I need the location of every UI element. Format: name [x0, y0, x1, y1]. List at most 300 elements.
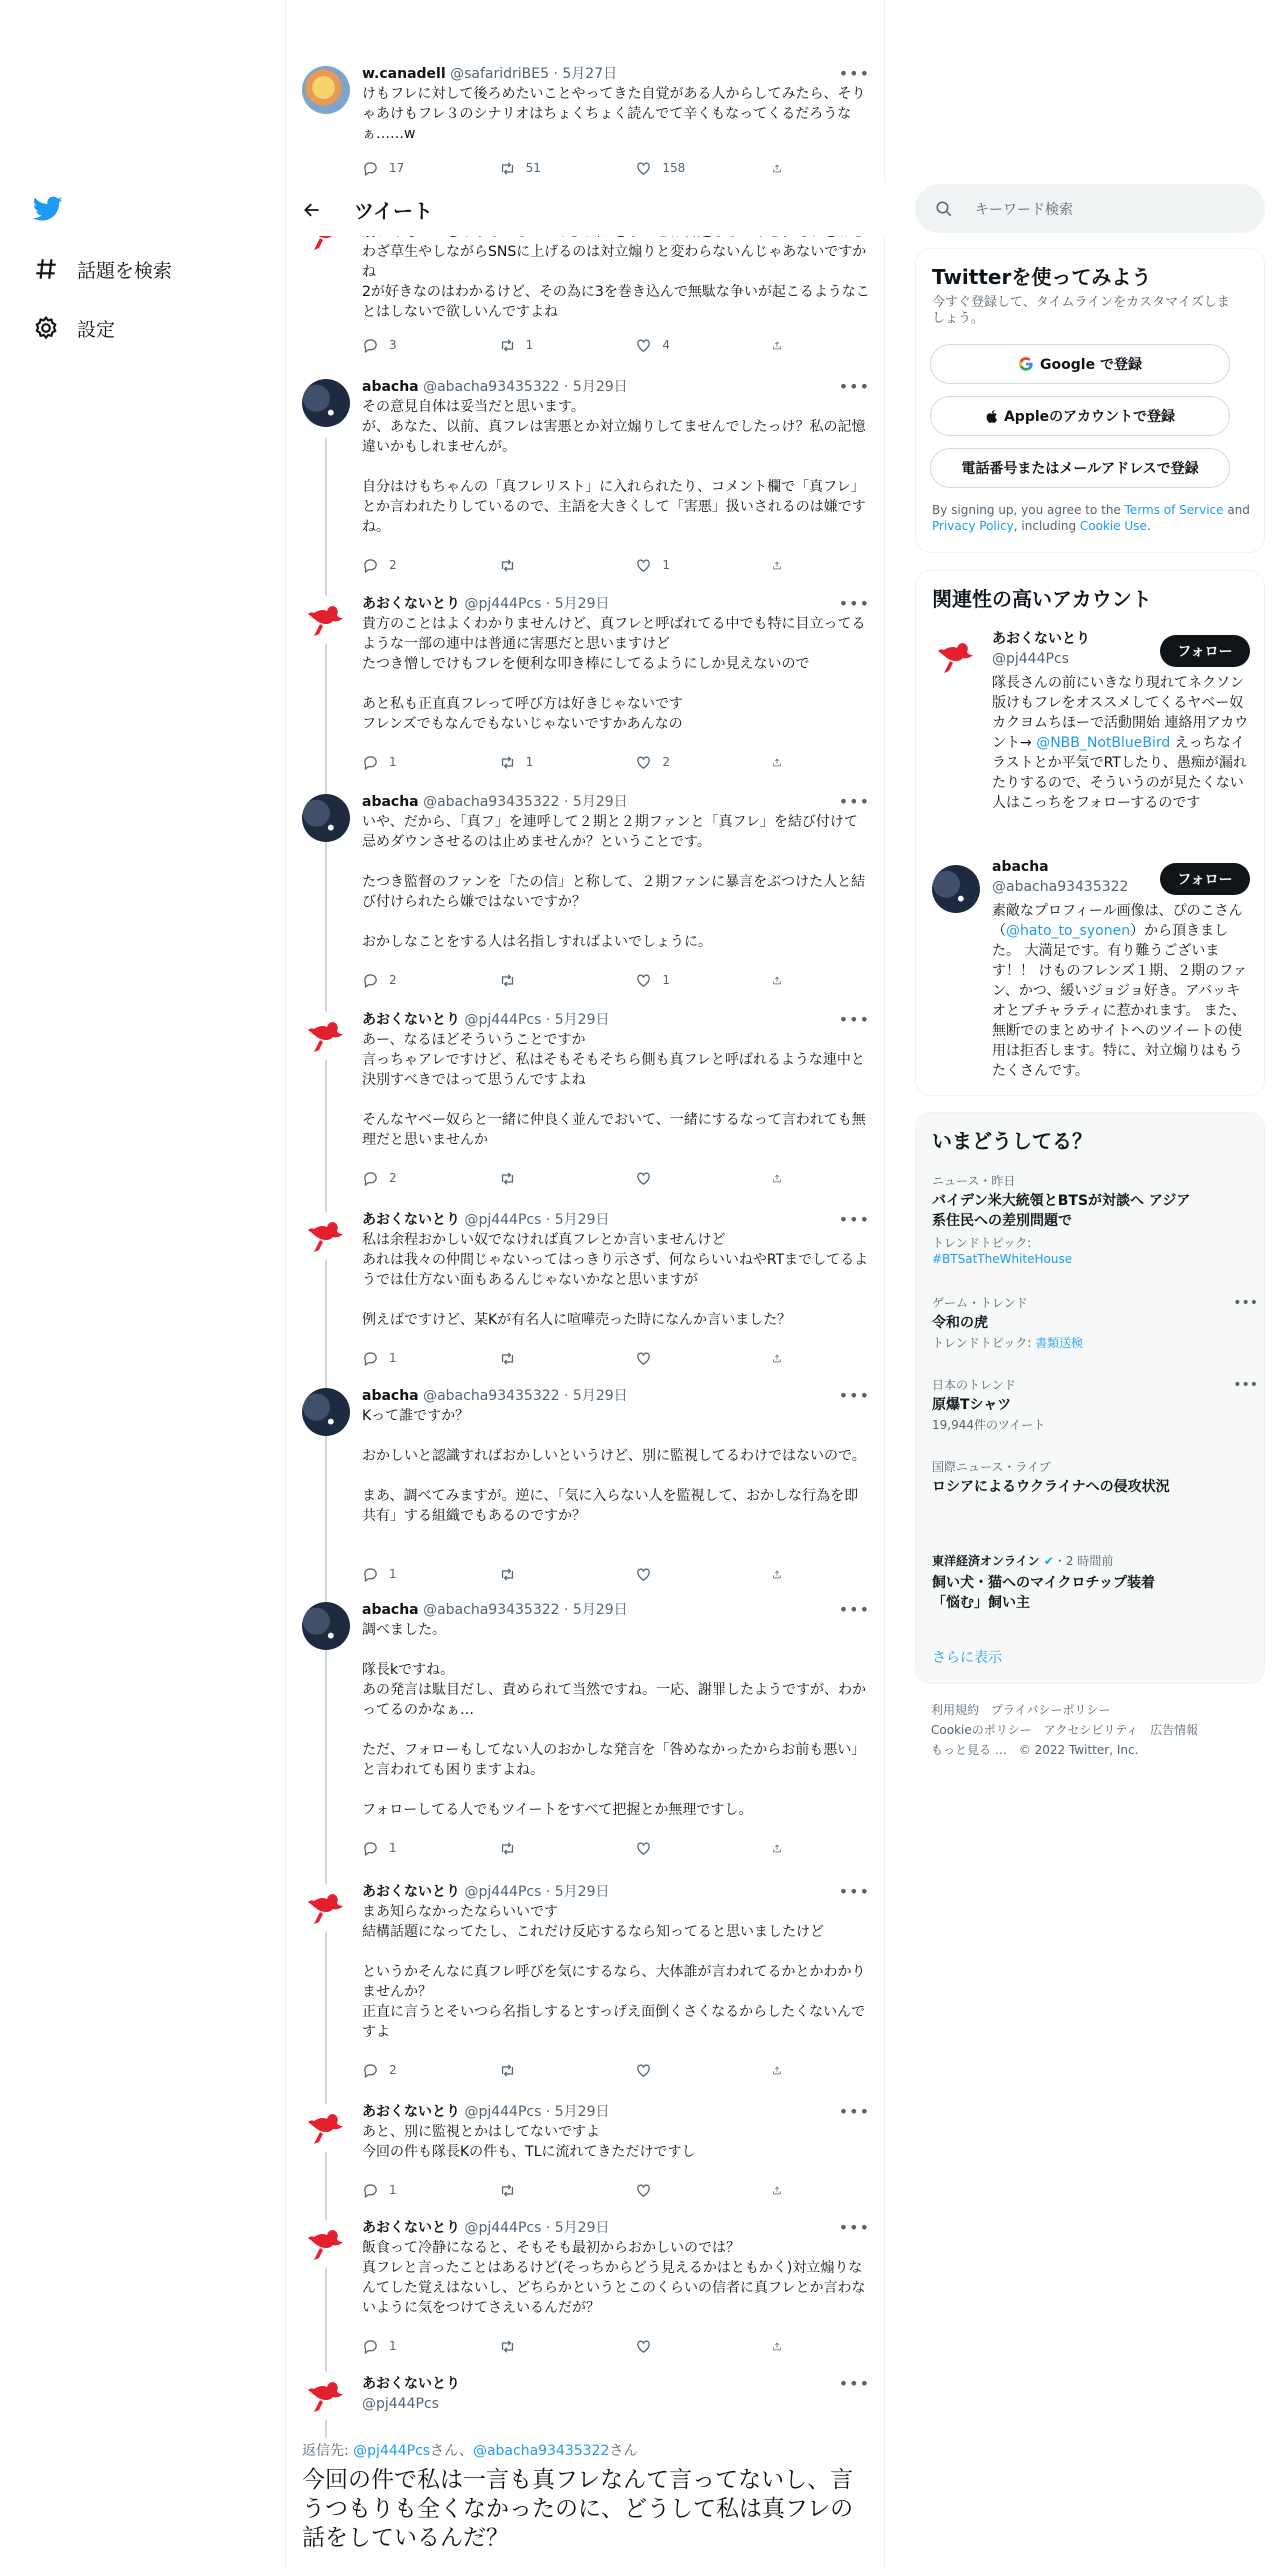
like-button[interactable]: [635, 1168, 735, 1188]
tweet-author-handle[interactable]: @abacha93435322: [423, 1602, 560, 1618]
more-icon[interactable]: •••: [838, 1882, 870, 1901]
share-button[interactable]: [772, 752, 792, 772]
avatar[interactable]: [302, 1602, 350, 1650]
related-account[interactable]: [916, 857, 1266, 1087]
retweet-button[interactable]: [499, 1348, 599, 1368]
bio-text: ）から頂きました。 大満足です。有り難うございます！！ けものフレンズ１期、２期のファン、かつ、緩いジョジョ好き。アバッキオとブチャラティに惹かれます。 また、無断でのまとめサイトへのツイートの使用は拒否します。特に、対立煽りはもうたくさんです。: [992, 923, 1247, 1079]
tweet-author-handle[interactable]: @abacha93435322: [423, 1388, 560, 1404]
tweet-actions: [362, 2180, 792, 2200]
retweet-button[interactable]: [499, 1168, 599, 1188]
tweet-author-handle[interactable]: @pj444Pcs: [464, 1012, 542, 1028]
retweet-icon: [499, 557, 516, 574]
tweet-author-name[interactable]: あおくないとり: [362, 1212, 460, 1228]
tweet-actions: [362, 1838, 792, 1858]
retweet-icon: [499, 972, 516, 989]
reply-count: 2: [389, 2063, 397, 2077]
tweet-author-name[interactable]: あおくないとり: [362, 1884, 460, 1900]
reply-count: 1: [389, 1351, 397, 1365]
tweet-text: その意見自体は妥当だと思います。 が、あなた、以前、真フレは害悪とか対立煽りしてませんでしたっけ？私の記憶違いかもしれませんが。 自分はけもちゃんの「真フレリスト」に入れられたり、コメント欄で「真フレ」とか言われたりしているので、主語を大きくして「害悪」扱いされるのは嫌ですね。: [362, 399, 866, 535]
reply-icon: [362, 754, 379, 771]
tweet-author-handle[interactable]: @abacha93435322: [423, 794, 560, 810]
bio-text: 素敵なプロフィール画像は、ぴのこさん（: [992, 903, 1243, 939]
reply-icon: [362, 2062, 379, 2079]
apple-signup-label: Appleのアカウントで登録: [1003, 409, 1176, 425]
share-icon: [772, 1170, 782, 1187]
heart-icon: [635, 972, 652, 989]
reply-count: 1: [389, 2183, 397, 2197]
share-button[interactable]: [772, 2060, 792, 2080]
phone-email-signup-button[interactable]: 電話番号またはメールアドレスで登録: [930, 448, 1230, 488]
tweet-date[interactable]: 5月29日: [572, 794, 628, 810]
tweet-text: あー、なるほどそういうことですか 言っちゃアレですけど、私はそもそもそちら側も真フレと呼ばれるような連中と決別すべきではって思うんですよね そんなヤベー奴らと一緒に仲良く並んでおいて、一緒にするなって言われても無理だと思いませんか: [362, 1032, 866, 1148]
reply-button[interactable]: [362, 752, 462, 772]
bird-avatar-icon: [302, 2104, 350, 2152]
apple-icon: [985, 409, 1000, 424]
signup-desc: 今すぐ登録して、タイムラインをカスタマイズしましょう。: [932, 295, 1230, 326]
tweet-actions: [362, 2060, 792, 2080]
tweet-date[interactable]: 5月27日: [562, 66, 618, 82]
retweet-icon: [499, 2062, 516, 2079]
tweet[interactable]: あおくないとり @pj444Pcs · 5月29日 まあ知らなかったならいいです 結構話題になってたし、これだけ反応するなら知ってると思いましたけど というかそんなに真フレ呼びを気にするなら、大体誰が言われてるかとかわかりませんか？ 正直に言うとそいつら名指しするとすっげえ面倒くさくなるからしたくないんですよ ••• 2: [286, 1882, 886, 2092]
more-icon[interactable]: •••: [838, 1010, 870, 1029]
avatar[interactable]: [302, 1884, 350, 1932]
tweet-text: 私は余程おかしい奴でなければ真フレとか言いませんけど あれは我々の仲間じゃないってはっきり示さず、何ならいいねやRTまでしてるようでは仕方ない面もあるんじゃないかなと思いますが 例えばですけど、某Kが有名人に喧嘩売った時になんか言いました？: [362, 1232, 869, 1328]
reply-button[interactable]: [362, 2180, 462, 2200]
trend-sub-label: 19,944件のツイート: [932, 1418, 1046, 1432]
reply-icon: [362, 1840, 379, 1857]
signup-title: Twitterを使ってみよう: [932, 265, 1152, 289]
tweet-author-name[interactable]: abacha: [362, 1388, 419, 1404]
tweet[interactable]: w.canadell @safaridriBE5 · 5月27日 けもフレに対して後ろめたいことやってきた自覚がある人からしてみたら、そりゃあけもフレ３のシナリオはちょくちょく読んでて辛くもなってくるだろうなぁ……w ••• 17 51 158: [286, 60, 886, 180]
reply-count: 1: [389, 1841, 397, 1855]
tweet[interactable]: abacha @abacha93435322 · 5月29日 いや、だから、「真フ」を連呼して２期と２期ファンと「真フレ」を結び付けて忌めダウンさせるのは止めませんか？ということです。 たつき監督のファンを「たの信」と称して、２期ファンに暴言をぶつけた人と結び付けられたら嫌ではないですか？ おかしなことをする人は名指しすればよいでしょうに。 ••• 2 1: [286, 792, 886, 1002]
more-icon[interactable]: •••: [838, 594, 870, 613]
heart-icon: [635, 2182, 652, 2199]
tweet-actions: [362, 555, 792, 575]
search-input[interactable]: [915, 184, 1265, 233]
reply-to-link[interactable]: @abacha93435322: [472, 2443, 610, 2459]
share-button[interactable]: [772, 555, 792, 575]
reply-icon: [362, 2338, 379, 2355]
more-icon[interactable]: •••: [1233, 1295, 1258, 1311]
retweet-icon: [499, 1170, 516, 1187]
apple-signup-button[interactable]: [930, 396, 1230, 436]
retweet-button[interactable]: [499, 2180, 599, 2200]
trend-time: ・2 時間前: [1053, 1554, 1114, 1568]
retweet-button[interactable]: [499, 2336, 599, 2356]
more-icon[interactable]: •••: [838, 377, 870, 396]
trend-hashtag-link[interactable]: #BTSatTheWhiteHouse: [932, 1252, 1073, 1266]
share-icon: [772, 557, 782, 574]
share-button[interactable]: [772, 2180, 792, 2200]
trend-title: ロシアによるウクライナへの侵攻状況: [932, 1479, 1170, 1495]
more-icon[interactable]: •••: [1233, 1377, 1258, 1393]
google-icon: [1018, 356, 1034, 372]
follow-button[interactable]: フォロー: [1160, 863, 1250, 895]
like-button[interactable]: [635, 335, 735, 355]
share-button[interactable]: [772, 1348, 792, 1368]
account-name: あおくないとり: [992, 631, 1090, 647]
google-signup-button[interactable]: [930, 344, 1230, 384]
footer-line[interactable]: もっと見る … © 2022 Twitter, Inc.: [931, 1743, 1139, 1757]
retweet-button[interactable]: [499, 2060, 599, 2080]
nav-settings-label: 設定: [77, 318, 116, 341]
retweet-button[interactable]: [499, 1564, 599, 1584]
reply-button[interactable]: [362, 1348, 462, 1368]
bird-avatar-icon: [302, 2372, 350, 2420]
reply-icon: [362, 160, 379, 177]
reply-to-suffix: さん: [609, 2443, 638, 2459]
share-button[interactable]: [772, 335, 792, 355]
heart-icon: [635, 160, 652, 177]
more-icon[interactable]: •••: [838, 792, 870, 811]
search-placeholder: キーワード検索: [975, 201, 1073, 218]
like-button[interactable]: [635, 752, 735, 772]
tweet-text: まあ知らなかったならいいです 結構話題になってたし、これだけ反応するなら知ってると思いましたけど というかそんなに真フレ呼びを気にするなら、大体誰が言われてるかとかわかりませんか？ 正直に言うとそいつら名指しするとすっげえ面倒くさくなるからしたくないんですよ: [362, 1904, 866, 2040]
share-icon: [772, 2338, 782, 2355]
tweet-author-handle[interactable]: @pj444Pcs: [464, 2104, 542, 2120]
retweet-button[interactable]: [499, 555, 599, 575]
avatar[interactable]: [932, 633, 980, 681]
share-button[interactable]: [772, 158, 792, 178]
tweet-column: [285, 0, 885, 2568]
trend-item[interactable]: [932, 1553, 1252, 1613]
avatar[interactable]: [302, 2220, 350, 2268]
share-button[interactable]: [772, 2336, 792, 2356]
retweet-icon: [499, 1566, 516, 1583]
bird-avatar-icon: [302, 596, 350, 644]
bio-text: 隊長さんの前にいきなり現れてネクソン版けもフレをオススメしてくるヤベー奴 カクヨムちほーで活動開始 連絡用アカウント→: [992, 675, 1249, 751]
share-icon: [772, 2062, 782, 2079]
more-icon[interactable]: •••: [838, 1386, 870, 1405]
like-button[interactable]: [635, 1348, 735, 1368]
bio-link[interactable]: @NBB_NotBlueBird: [1036, 735, 1171, 751]
reply-button[interactable]: [362, 158, 462, 178]
avatar[interactable]: [302, 379, 350, 427]
like-count: 2: [662, 755, 670, 769]
tweet-author-handle[interactable]: @pj444Pcs: [464, 1212, 542, 1228]
page-title: ツイート: [354, 199, 433, 223]
main-tweet: [286, 2370, 886, 2568]
main-author-name[interactable]: あおくないとり: [362, 2376, 460, 2392]
tweet-text: わざ草生やしながらSNSに上げるのは対立煽りと変わらないんじゃあないですかね 2が好きなのはわかるけど、その為に3を巻き込んで無駄な争いが起こるようなことはしないで欲しいんですよね: [362, 244, 870, 320]
tweet-date[interactable]: 5月29日: [554, 1212, 610, 1228]
left-nav: [0, 0, 285, 2568]
tweet-date[interactable]: 5月29日: [554, 1012, 610, 1028]
back-arrow-icon[interactable]: [302, 200, 322, 220]
tweet-text: 貴方のことはよくわかりませんけど、真フレと呼ばれてる中でも特に目立ってるような一部の連中は普通に害悪だと思いますけど たつき憎しでけもフレを便利な叩き棒にしてるようにしか見えないので あと私も正直真フレって呼び方は好きじゃないです フレンズでもなんでもないじゃないですかあんなの: [362, 616, 866, 732]
tweet[interactable]: あおくないとり @pj444Pcs · 5月29日 あと、別に監視とかはしてないですよ 今回の件も隊長Kの件も、TLに流れてきただけですし ••• 1: [286, 2102, 886, 2212]
share-button[interactable]: [772, 970, 792, 990]
trend-item[interactable]: [932, 1295, 1258, 1351]
signup-terms: [932, 502, 1252, 534]
avatar[interactable]: [302, 1212, 350, 1260]
retweet-count: 1: [525, 755, 534, 769]
avatar[interactable]: [302, 596, 350, 644]
share-icon: [772, 754, 782, 771]
tweet-date[interactable]: 5月29日: [572, 379, 628, 395]
heart-icon: [635, 2062, 652, 2079]
retweet-icon: [499, 160, 516, 177]
tweet-actions: [362, 158, 792, 178]
heart-icon: [635, 1840, 652, 1857]
footer-line[interactable]: Cookieのポリシー アクセシビリティ 広告情報: [931, 1723, 1199, 1737]
tweet-text: あと、別に監視とかはしてないですよ 今回の件も隊長Kの件も、TLに流れてきただけですし: [362, 2124, 696, 2160]
bird-avatar-icon: [302, 1212, 350, 1260]
account-bio: [992, 673, 1252, 813]
avatar[interactable]: [302, 794, 350, 842]
tweet[interactable]: あおくないとり @pj444Pcs · 5月29日 貴方のことはよくわかりませんけど、真フレと呼ばれてる中でも特に目立ってるような一部の連中は普通に害悪だと思いますけど たつき憎しでけもフレを便利な叩き棒にしてるようにしか見えないので あと私も正直真フレって呼び方は好きじゃないです フレンズでもなんでもないじゃないですかあんなの ••• 1 1 2: [286, 594, 886, 784]
like-button[interactable]: [635, 2180, 735, 2200]
tweet[interactable]: あおくないとり @pj444Pcs · 5月29日 あー、なるほどそういうことですか 言っちゃアレですけど、私はそもそもそちら側も真フレと呼ばれるような連中と決別すべきではって思うんですよね そんなヤベー奴らと一緒に仲良く並んでおいて、一緒にするなって言われても無理だと思いませんか ••• 2: [286, 1010, 886, 1200]
tweet-actions: [362, 2336, 792, 2356]
tweet-author-name[interactable]: あおくないとり: [362, 1012, 460, 1028]
heart-icon: [635, 754, 652, 771]
like-button[interactable]: [635, 158, 735, 178]
tweet-date[interactable]: 5月29日: [554, 2104, 610, 2120]
tweet-author-name[interactable]: あおくないとり: [362, 2220, 460, 2236]
tweet-date[interactable]: 5月29日: [554, 1884, 610, 1900]
tweet-actions: [362, 752, 792, 772]
trend-source: 東洋経済オンライン: [932, 1554, 1040, 1568]
trend-title: 令和の虎: [932, 1315, 988, 1331]
trends-card: [915, 1112, 1265, 1684]
follow-button[interactable]: フォロー: [1160, 635, 1250, 667]
more-icon[interactable]: •••: [838, 1600, 870, 1619]
tweet[interactable]: あおくないとり @pj444Pcs · 5月29日 私は余程おかしい奴でなければ真フレとか言いませんけど あれは我々の仲間じゃないってはっきり示さず、何ならいいねやRTまでしてるようでは仕方ない面もあるんじゃないかなと思いますが 例えばですけど、某Kが有名人に喧嘩売った時になんか言いました？ ••• 1: [286, 1210, 886, 1380]
avatar[interactable]: [302, 2104, 350, 2152]
reply-to-prefix: 返信先:: [302, 2443, 354, 2459]
reply-count: 2: [389, 973, 397, 987]
retweet-icon: [499, 337, 516, 354]
heart-icon: [635, 1350, 652, 1367]
signup-card: [915, 248, 1265, 553]
tweet-date[interactable]: 5月29日: [572, 1602, 628, 1618]
share-icon: [772, 972, 782, 989]
reply-button[interactable]: [362, 555, 462, 575]
tweet-text: けもフレに対して後ろめたいことやってきた自覚がある人からしてみたら、そりゃあけもフレ３のシナリオはちょくちょく読んでて辛くもなってくるだろうなぁ……w: [362, 86, 866, 142]
tweet-date[interactable]: 5月29日: [554, 596, 610, 612]
reply-to-link[interactable]: @pj444Pcs: [353, 2443, 431, 2459]
trend-item[interactable]: [932, 1173, 1252, 1267]
nav-explore-label: 話題を検索: [77, 259, 173, 282]
like-count: 1: [662, 973, 670, 987]
terms-text: By signing up, you agree to the: [932, 503, 1125, 517]
related-title: 関連性の高いアカウント: [932, 587, 1152, 611]
avatar[interactable]: [302, 2372, 350, 2420]
like-count: 4: [662, 338, 670, 352]
show-more-link[interactable]: さらに表示: [932, 1650, 1002, 1666]
reply-count: 1: [389, 755, 397, 769]
retweet-icon: [499, 754, 516, 771]
search-icon: [935, 200, 953, 218]
twitter-logo-icon[interactable]: [33, 196, 63, 222]
share-icon: [772, 337, 782, 354]
bird-avatar-icon: [302, 1884, 350, 1932]
google-signup-label: Google で登録: [1040, 357, 1142, 373]
retweet-button[interactable]: [499, 1838, 599, 1858]
avatar[interactable]: [932, 865, 980, 913]
trend-meta: ゲーム・トレンド: [932, 1296, 1028, 1310]
reply-button[interactable]: [362, 2336, 462, 2356]
terms-link[interactable]: Terms of Service: [1124, 503, 1224, 517]
reply-button[interactable]: [362, 1838, 462, 1858]
bio-text: えっちなイラストとか平気でRTしたり、愚痴が漏れたりするので、そういうのが見たくない人はこっちをフォローするのです: [992, 735, 1247, 811]
bird-avatar-icon: [932, 633, 980, 681]
tweet[interactable]: abacha @abacha93435322 · 5月29日 Kって誰ですか？ おかしいと認識すればおかしいというけど、別に監視してるわけではないので。 まあ、調べてみますが。逆に、「気に入らない人を監視して、おかしな行為を即共有」する組織でもあるのですか？ ••• 1: [286, 1386, 886, 1596]
privacy-link[interactable]: Privacy Policy: [932, 519, 1014, 533]
gear-icon: [33, 315, 59, 341]
hashtag-icon: [33, 256, 59, 282]
share-button[interactable]: [772, 1564, 792, 1584]
reply-count: 17: [389, 161, 405, 175]
reply-icon: [362, 2182, 379, 2199]
more-icon[interactable]: •••: [838, 2374, 870, 2393]
avatar[interactable]: [302, 66, 350, 114]
trend-sub-label: トレンドトピック:: [932, 1236, 1032, 1250]
verified-icon: ✔: [1043, 1554, 1054, 1568]
related-account[interactable]: [916, 629, 1266, 849]
reply-icon: [362, 972, 379, 989]
footer-line[interactable]: 利用規約 プライバシーポリシー: [931, 1703, 1111, 1717]
retweet-icon: [499, 1840, 516, 1857]
reply-button[interactable]: [362, 1168, 462, 1188]
tweet-author-name[interactable]: あおくないとり: [362, 2104, 460, 2120]
reply-to-suffix: さん、: [430, 2443, 473, 2459]
like-button[interactable]: [635, 555, 735, 575]
tweet-author-name[interactable]: w.canadell: [362, 66, 446, 82]
more-icon[interactable]: •••: [838, 2218, 870, 2237]
reply-icon: [362, 337, 379, 354]
share-icon: [772, 1566, 782, 1583]
tweet[interactable]: abacha @abacha93435322 · 5月29日 調べました。 隊長kですね。 あの発言は駄目だし、責められて当然ですね。一応、謝罪したようですが、わかってるのかなぁ… ただ、フォローもしてない人のおかしな発言を「咎めなかったからお前も悪い」と言われても困りますよね。 フォローしてる人でもツイートをすべて把握とか無理ですし。 ••• 1: [286, 1600, 886, 1870]
trend-title: バイデン米大統領とBTSが対談へ アジア系住民への差別問題で: [932, 1193, 1191, 1229]
heart-icon: [635, 2338, 652, 2355]
tweet-text: いや、だから、「真フ」を連呼して２期と２期ファンと「真フレ」を結び付けて忌めダウンさせるのは止めませんか？ということです。 たつき監督のファンを「たの信」と称して、２期ファンに暴言をぶつけた人と結び付けられたら嫌ではないですか？ おかしなことをする人は名指しすればよいでしょうに。: [362, 814, 866, 950]
retweet-button[interactable]: [499, 158, 599, 178]
top-bar: [286, 183, 886, 236]
account-name: abacha: [992, 859, 1049, 875]
trend-meta: 日本のトレンド: [932, 1378, 1016, 1392]
reply-count: 1: [389, 1567, 397, 1581]
tweet-author-handle[interactable]: @pj444Pcs: [464, 2220, 542, 2236]
trend-topic-link[interactable]: 書類送検: [1035, 1336, 1084, 1350]
more-icon[interactable]: •••: [838, 1210, 870, 1229]
tweet-author-name[interactable]: abacha: [362, 794, 419, 810]
tweet-date[interactable]: 5月29日: [554, 2220, 610, 2236]
like-button[interactable]: [635, 2336, 735, 2356]
tweet-author-name[interactable]: abacha: [362, 1602, 419, 1618]
tweet-author-handle[interactable]: @pj444Pcs: [464, 1884, 542, 1900]
reply-to-line: [302, 2440, 637, 2460]
trend-meta: ニュース・昨日: [932, 1174, 1016, 1188]
heart-icon: [635, 337, 652, 354]
reply-count: 2: [389, 1171, 397, 1185]
share-icon: [772, 160, 782, 177]
bird-avatar-icon: [302, 2220, 350, 2268]
like-button[interactable]: [635, 1838, 735, 1858]
terms-text: and: [1223, 503, 1250, 517]
tweet-author-handle[interactable]: @abacha93435322: [423, 379, 560, 395]
retweet-icon: [499, 1350, 516, 1367]
account-handle: @abacha93435322: [992, 879, 1129, 895]
reply-button[interactable]: [362, 1564, 462, 1584]
reply-count: 2: [389, 558, 397, 572]
share-button[interactable]: [772, 1168, 792, 1188]
avatar[interactable]: [302, 1012, 350, 1060]
avatar[interactable]: [302, 1388, 350, 1436]
tweet-author-handle[interactable]: @safaridriBE5: [450, 66, 550, 82]
account-bio: [992, 901, 1252, 1081]
reply-icon: [362, 557, 379, 574]
retweet-icon: [499, 2338, 516, 2355]
trend-meta: 国際ニュース・ライブ: [932, 1460, 1051, 1474]
retweet-icon: [499, 2182, 516, 2199]
terms-text: , including: [1013, 519, 1080, 533]
heart-icon: [635, 1566, 652, 1583]
reply-button[interactable]: [362, 335, 462, 355]
like-count: 158: [662, 161, 686, 175]
trend-title: 飼い犬・猫へのマイクロチップ装着「悩む」飼い主: [932, 1575, 1156, 1611]
reply-count: 3: [389, 338, 397, 352]
more-icon[interactable]: •••: [838, 2102, 870, 2121]
related-accounts-card: [915, 570, 1265, 1096]
account-handle: @pj444Pcs: [992, 651, 1069, 667]
retweet-count: 1: [525, 338, 534, 352]
trend-item[interactable]: [932, 1459, 1252, 1497]
cookie-link[interactable]: Cookie Use: [1079, 519, 1147, 533]
trend-sub-label: トレンドトピック:: [932, 1336, 1036, 1350]
retweet-button[interactable]: [499, 752, 599, 772]
retweet-button[interactable]: [499, 970, 599, 990]
share-button[interactable]: [772, 1838, 792, 1858]
more-icon[interactable]: •••: [838, 64, 870, 83]
tweet-author-name[interactable]: abacha: [362, 379, 419, 395]
nav-settings[interactable]: [33, 313, 115, 343]
tweet-text: 調べました。 隊長kですね。 あの発言は駄目だし、責められて当然ですね。一応、謝罪したようですが、わかってるのかなぁ… ただ、フォローもしてない人のおかしな発言を「咎めなかったからお前も悪い」と言われても困りますよね。 フォローしてる人でもツイートをすべて把握とか無理ですし。: [362, 1622, 866, 1818]
reply-icon: [362, 1170, 379, 1187]
bird-avatar-icon: [302, 1012, 350, 1060]
tweet-actions: [362, 1348, 792, 1368]
trend-item[interactable]: [932, 1377, 1258, 1433]
tweet-actions: [362, 970, 792, 990]
tweet-author-name[interactable]: あおくないとり: [362, 596, 460, 612]
like-button[interactable]: [635, 2060, 735, 2080]
reply-button[interactable]: [362, 2060, 462, 2080]
tweet-actions: [362, 335, 792, 355]
like-button[interactable]: [635, 970, 735, 990]
retweet-count: 51: [525, 161, 541, 175]
tweet-date[interactable]: 5月29日: [572, 1388, 628, 1404]
tweet-actions: [362, 1168, 792, 1188]
footer-links: [931, 1700, 1198, 1760]
bio-link[interactable]: @hato_to_syonen: [1006, 923, 1131, 939]
tweet-author-handle[interactable]: @pj444Pcs: [464, 596, 542, 612]
share-icon: [772, 1350, 782, 1367]
retweet-button[interactable]: [499, 335, 599, 355]
tweet-text: 飯食って冷静になると、そもそも最初からおかしいのでは？ 真フレと言ったことはあるけど(そっちからどう見えるかはともかく)対立煽りなんてした覚えはないし、どちらかというとこのくらいの信者に真フレとか言わないように気をつけてさえいるんだが？: [362, 2240, 866, 2316]
main-author-handle[interactable]: @pj444Pcs: [362, 2396, 439, 2412]
tweet[interactable]: abacha @abacha93435322 · 5月29日 その意見自体は妥当だと思います。 が、あなた、以前、真フレは害悪とか対立煽りしてませんでしたっけ？私の記憶違いかもしれませんが。 自分はけもちゃんの「真フレリスト」に入れられたり、コメント欄で「真フレ」とか言われたりしているので、主語を大きくして「害悪」扱いされるのは嫌ですね。 ••• 2 1: [286, 377, 886, 587]
like-button[interactable]: [635, 1564, 735, 1584]
share-icon: [772, 1840, 782, 1857]
terms-text: .: [1146, 519, 1151, 533]
tweet[interactable]: あおくないとり @pj444Pcs · 5月29日 飯食って冷静になると、そもそも最初からおかしいのでは？ 真フレと言ったことはあるけど(そっちからどう見えるかはともかく)対立煽りなんてした覚えはないし、どちらかというとこのくらいの信者に真フレとか言わないように気をつけてさえいるんだが？ ••• 1: [286, 2218, 886, 2368]
reply-icon: [362, 1566, 379, 1583]
nav-explore[interactable]: [33, 254, 172, 284]
reply-icon: [362, 1350, 379, 1367]
reply-button[interactable]: [362, 970, 462, 990]
